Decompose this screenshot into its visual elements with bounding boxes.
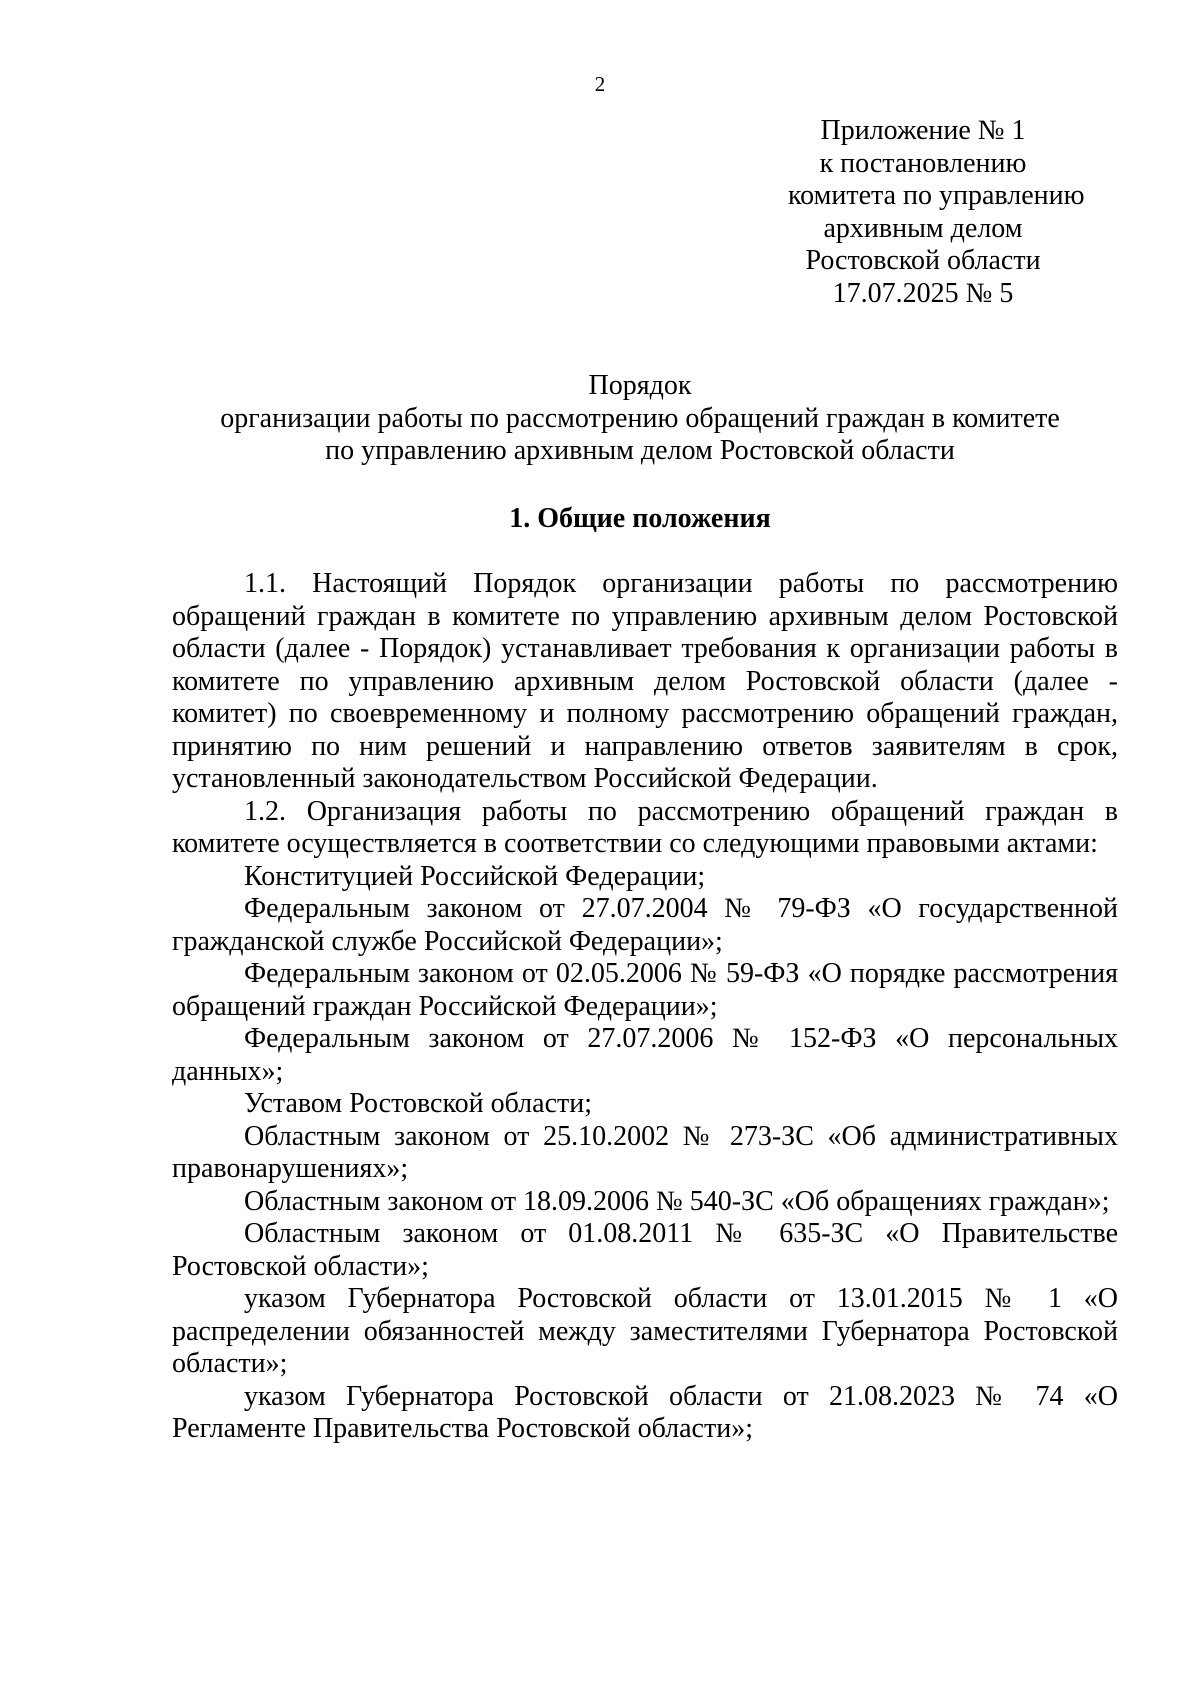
paragraph: указом Губернатора Ростовской области от 21.08.2023 № 74 «О Регламенте Правительства Ростовской области»; bbox=[172, 1380, 1118, 1444]
paragraph: Федеральным законом от 27.07.2004 № 79-ФЗ «О государственной гражданской службе Российской Федерации»; bbox=[172, 893, 1118, 957]
document-title-line: Порядок bbox=[588, 370, 692, 401]
appendix-line: 17.07.2025 № 5 bbox=[832, 277, 1014, 309]
paragraph: Федеральным законом от 27.07.2006 № 152-ФЗ «О персональных данных»; bbox=[172, 1023, 1118, 1087]
paragraph: Областным законом от 18.09.2006 № 540-ЗС «Об обращениях граждан»; bbox=[244, 1185, 1110, 1217]
paragraph: Уставом Ростовской области; bbox=[244, 1088, 593, 1119]
appendix-line: архивным делом bbox=[823, 212, 1023, 244]
document-title-line: организации работы по рассмотрению обращений граждан в комитете bbox=[220, 402, 1060, 434]
document-body bbox=[172, 568, 1118, 1446]
paragraph: 1.1. Настоящий Порядок организации работы по рассмотрению обращений граждан в комитете по управлению архивным делом Ростовской области (далее - Порядок) устанавливает требования к организации работы в комитете по управлению архивным делом Ростовской области (далее - комитет) по своевременному и полному рассмотрению обращений граждан, принятию по ним решений и направлению ответов заявителям в срок, установленный законодательством Российской Федерации. bbox=[172, 568, 1118, 794]
paragraph: Областным законом от 01.08.2011 № 635-ЗС «О Правительстве Ростовской области»; bbox=[172, 1218, 1118, 1282]
appendix-line: Приложение № 1 bbox=[820, 115, 1026, 146]
section-heading: 1. Общие положения bbox=[509, 503, 771, 534]
appendix-line: Ростовской области bbox=[805, 245, 1041, 276]
paragraph: указом Губернатора Ростовской области от 13.01.2015 № 1 «О распределении обязанностей между заместителями Губернатора Ростовской области»; bbox=[172, 1283, 1118, 1379]
appendix-line: к постановлению bbox=[819, 147, 1027, 179]
page-number: 2 bbox=[594, 72, 606, 96]
paragraph: Областным законом от 25.10.2002 № 273-ЗС «Об административных правонарушениях»; bbox=[172, 1120, 1118, 1184]
document-title-line: по управлению архивным делом Ростовской области bbox=[325, 435, 955, 466]
appendix-line: комитета по управлению bbox=[788, 180, 1085, 211]
paragraph: Федеральным законом от 02.05.2006 № 59-ФЗ «О порядке рассмотрения обращений граждан Российской Федерации»; bbox=[172, 958, 1118, 1022]
paragraph: 1.2. Организация работы по рассмотрению обращений граждан в комитете осуществляется в соответствии со следующими правовыми актами: bbox=[172, 795, 1118, 859]
appendix-block bbox=[788, 115, 1085, 310]
paragraph: Конституцией Российской Федерации; bbox=[244, 860, 706, 892]
document-title bbox=[160, 370, 1120, 468]
